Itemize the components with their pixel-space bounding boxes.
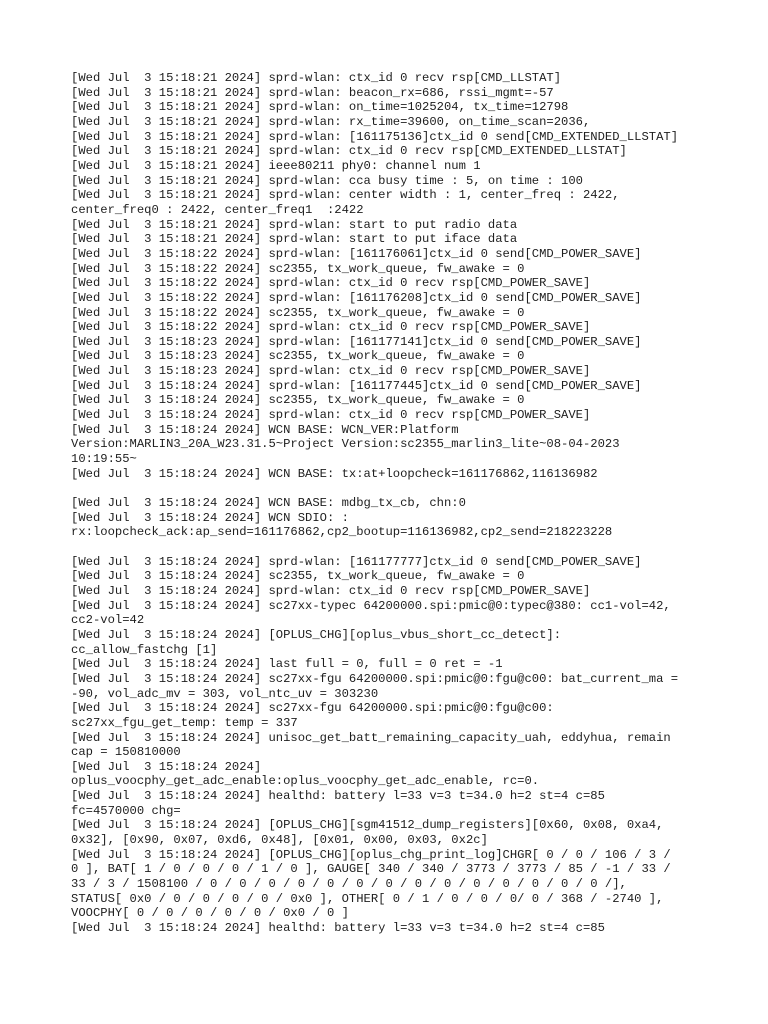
log-line: [Wed Jul 3 15:18:23 2024] sprd-wlan: ctx_id 0 recv rsp[CMD_POWER_SAVE] bbox=[71, 364, 591, 379]
log-line: [Wed Jul 3 15:18:24 2024] last full = 0, full = 0 ret = -1 bbox=[71, 657, 503, 672]
log-line: [Wed Jul 3 15:18:22 2024] sprd-wlan: [161176208]ctx_id 0 send[CMD_POWER_SAVE] bbox=[71, 290, 642, 305]
log-line: [Wed Jul 3 15:18:24 2024] sprd-wlan: [161177445]ctx_id 0 send[CMD_POWER_SAVE] bbox=[71, 378, 642, 393]
log-line: [Wed Jul 3 15:18:23 2024] sc2355, tx_work_queue, fw_awake = 0 bbox=[71, 349, 525, 364]
log-line: [Wed Jul 3 15:18:24 2024] WCN SDIO: : rx:loopcheck_ack:ap_send=161176862,cp2_bootup=116136982,cp2_send=218223228 bbox=[71, 510, 613, 540]
log-line: [Wed Jul 3 15:18:24 2024] sc27xx-fgu 64200000.spi:pmic@0:fgu@c00: sc27xx_fgu_get_temp: temp = 337 bbox=[71, 701, 554, 730]
log-line: [Wed Jul 3 15:18:21 2024] sprd-wlan: [161175136]ctx_id 0 send[CMD_EXTENDED_LLSTAT] bbox=[71, 129, 679, 144]
log-line: [Wed Jul 3 15:18:24 2024] healthd: battery l=33 v=3 t=34.0 h=2 st=4 c=85 fc=4570000 chg= bbox=[71, 789, 605, 818]
log-line: [Wed Jul 3 15:18:24 2024] sc2355, tx_work_queue, fw_awake = 0 bbox=[71, 393, 525, 408]
log-line: [Wed Jul 3 15:18:24 2024] sc2355, tx_work_queue, fw_awake = 0 bbox=[71, 569, 525, 584]
log-line bbox=[71, 540, 711, 555]
log-line: [Wed Jul 3 15:18:22 2024] sprd-wlan: ctx_id 0 recv rsp[CMD_POWER_SAVE] bbox=[71, 276, 591, 291]
log-line: [Wed Jul 3 15:18:22 2024] sprd-wlan: [161176061]ctx_id 0 send[CMD_POWER_SAVE] bbox=[71, 246, 642, 261]
log-line: [Wed Jul 3 15:18:23 2024] sprd-wlan: [161177141]ctx_id 0 send[CMD_POWER_SAVE] bbox=[71, 334, 642, 349]
log-line: [Wed Jul 3 15:18:21 2024] sprd-wlan: ctx_id 0 recv rsp[CMD_LLSTAT] bbox=[71, 71, 562, 85]
log-line: [Wed Jul 3 15:18:21 2024] sprd-wlan: ctx_id 0 recv rsp[CMD_EXTENDED_LLSTAT] bbox=[71, 144, 627, 159]
log-line: [Wed Jul 3 15:18:24 2024] [OPLUS_CHG][sgm41512_dump_registers][0x60, 0x08, 0xa4, 0x32], [0x90, 0x07, 0xd6, 0x48], [0x01, 0x00, 0x03, 0x2c] bbox=[71, 818, 664, 848]
log-line: [Wed Jul 3 15:18:24 2024] sprd-wlan: ctx_id 0 recv rsp[CMD_POWER_SAVE] bbox=[71, 408, 591, 423]
log-line: [Wed Jul 3 15:18:24 2024] sc27xx-typec 64200000.spi:pmic@0:typec@380: cc1-vol=42, cc2-vol=42 bbox=[71, 598, 671, 628]
log-line: [Wed Jul 3 15:18:24 2024] WCN BASE: WCN_VER:Platform Version:MARLIN3_20A_W23.31.5~Project Version:sc2355_marlin3_lite~08-04-2023 10:19:55~ bbox=[71, 422, 620, 467]
log-line: [Wed Jul 3 15:18:24 2024] sc27xx-fgu 64200000.spi:pmic@0:fgu@c00: bat_current_ma = -90, vol_adc_mv = 303, vol_ntc_uv = 303230 bbox=[71, 671, 679, 701]
log-line: [Wed Jul 3 15:18:24 2024] WCN BASE: mdbg_tx_cb, chn:0 bbox=[71, 496, 466, 511]
log-line: [Wed Jul 3 15:18:22 2024] sprd-wlan: ctx_id 0 recv rsp[CMD_POWER_SAVE] bbox=[71, 320, 591, 335]
log-line: [Wed Jul 3 15:18:22 2024] sc2355, tx_work_queue, fw_awake = 0 bbox=[71, 305, 525, 320]
log-line: [Wed Jul 3 15:18:24 2024] sprd-wlan: ctx_id 0 recv rsp[CMD_POWER_SAVE] bbox=[71, 583, 591, 598]
log-line: [Wed Jul 3 15:18:24 2024] oplus_voocphy_get_adc_enable:oplus_voocphy_get_adc_enable, rc=0. bbox=[71, 759, 540, 789]
log-line: [Wed Jul 3 15:18:21 2024] sprd-wlan: center width : 1, center_freq : 2422, center_freq0 : 2422, center_freq1 :2422 bbox=[71, 188, 620, 217]
log-line: [Wed Jul 3 15:18:24 2024] [OPLUS_CHG][oplus_vbus_short_cc_detect]: cc_allow_fastchg [1] bbox=[71, 627, 562, 657]
log-line: [Wed Jul 3 15:18:24 2024] [OPLUS_CHG][oplus_chg_print_log]CHGR[ 0 / 0 / 106 / 3 / 0 ], BAT[ 1 / 0 / 0 / 0 / 1 / 0 ], GAUGE[ 340 / 340 / 3773 / 3773 / 85 / -1 / 33 / 33 / 3 / 1508100 / 0 / 0 / 0 / 0 / 0 / 0 / 0 / 0 / 0 / 0 / 0 / 0 / 0 / 0 /], STATUS[ 0x0 / 0 / 0 / 0 / 0 / 0x0 ], OTHER[ 0 / 1 / 0 / 0 / 0/ 0 / 368 / -2740 ], VOOCPHY[ 0 / 0 / 0 / 0 / 0 / 0x0 / 0 ] bbox=[71, 847, 671, 921]
log-line: [Wed Jul 3 15:18:21 2024] sprd-wlan: cca busy time : 5, on time : 100 bbox=[71, 173, 583, 188]
log-line: [Wed Jul 3 15:18:21 2024] sprd-wlan: start to put radio data bbox=[71, 217, 518, 232]
kernel-log bbox=[71, 71, 711, 936]
log-line: [Wed Jul 3 15:18:24 2024] healthd: battery l=33 v=3 t=34.0 h=2 st=4 c=85 bbox=[71, 921, 605, 936]
log-line: [Wed Jul 3 15:18:21 2024] ieee80211 phy0: channel num 1 bbox=[71, 158, 481, 173]
log-line: [Wed Jul 3 15:18:24 2024] sprd-wlan: [161177777]ctx_id 0 send[CMD_POWER_SAVE] bbox=[71, 554, 642, 569]
log-line: [Wed Jul 3 15:18:24 2024] WCN BASE: tx:at+loopcheck=161176862,116136982 bbox=[71, 466, 598, 481]
log-line: [Wed Jul 3 15:18:22 2024] sc2355, tx_work_queue, fw_awake = 0 bbox=[71, 261, 525, 276]
log-line: [Wed Jul 3 15:18:21 2024] sprd-wlan: on_time=1025204, tx_time=12798 bbox=[71, 100, 569, 115]
log-line: [Wed Jul 3 15:18:21 2024] sprd-wlan: rx_time=39600, on_time_scan=2036, bbox=[71, 114, 591, 129]
log-line: [Wed Jul 3 15:18:21 2024] sprd-wlan: start to put iface data bbox=[71, 232, 518, 247]
log-line: [Wed Jul 3 15:18:24 2024] unisoc_get_batt_remaining_capacity_uah, eddyhua, remain cap = 150810000 bbox=[71, 730, 671, 760]
log-line: [Wed Jul 3 15:18:21 2024] sprd-wlan: beacon_rx=686, rssi_mgmt=-57 bbox=[71, 85, 554, 100]
log-line bbox=[71, 481, 711, 496]
